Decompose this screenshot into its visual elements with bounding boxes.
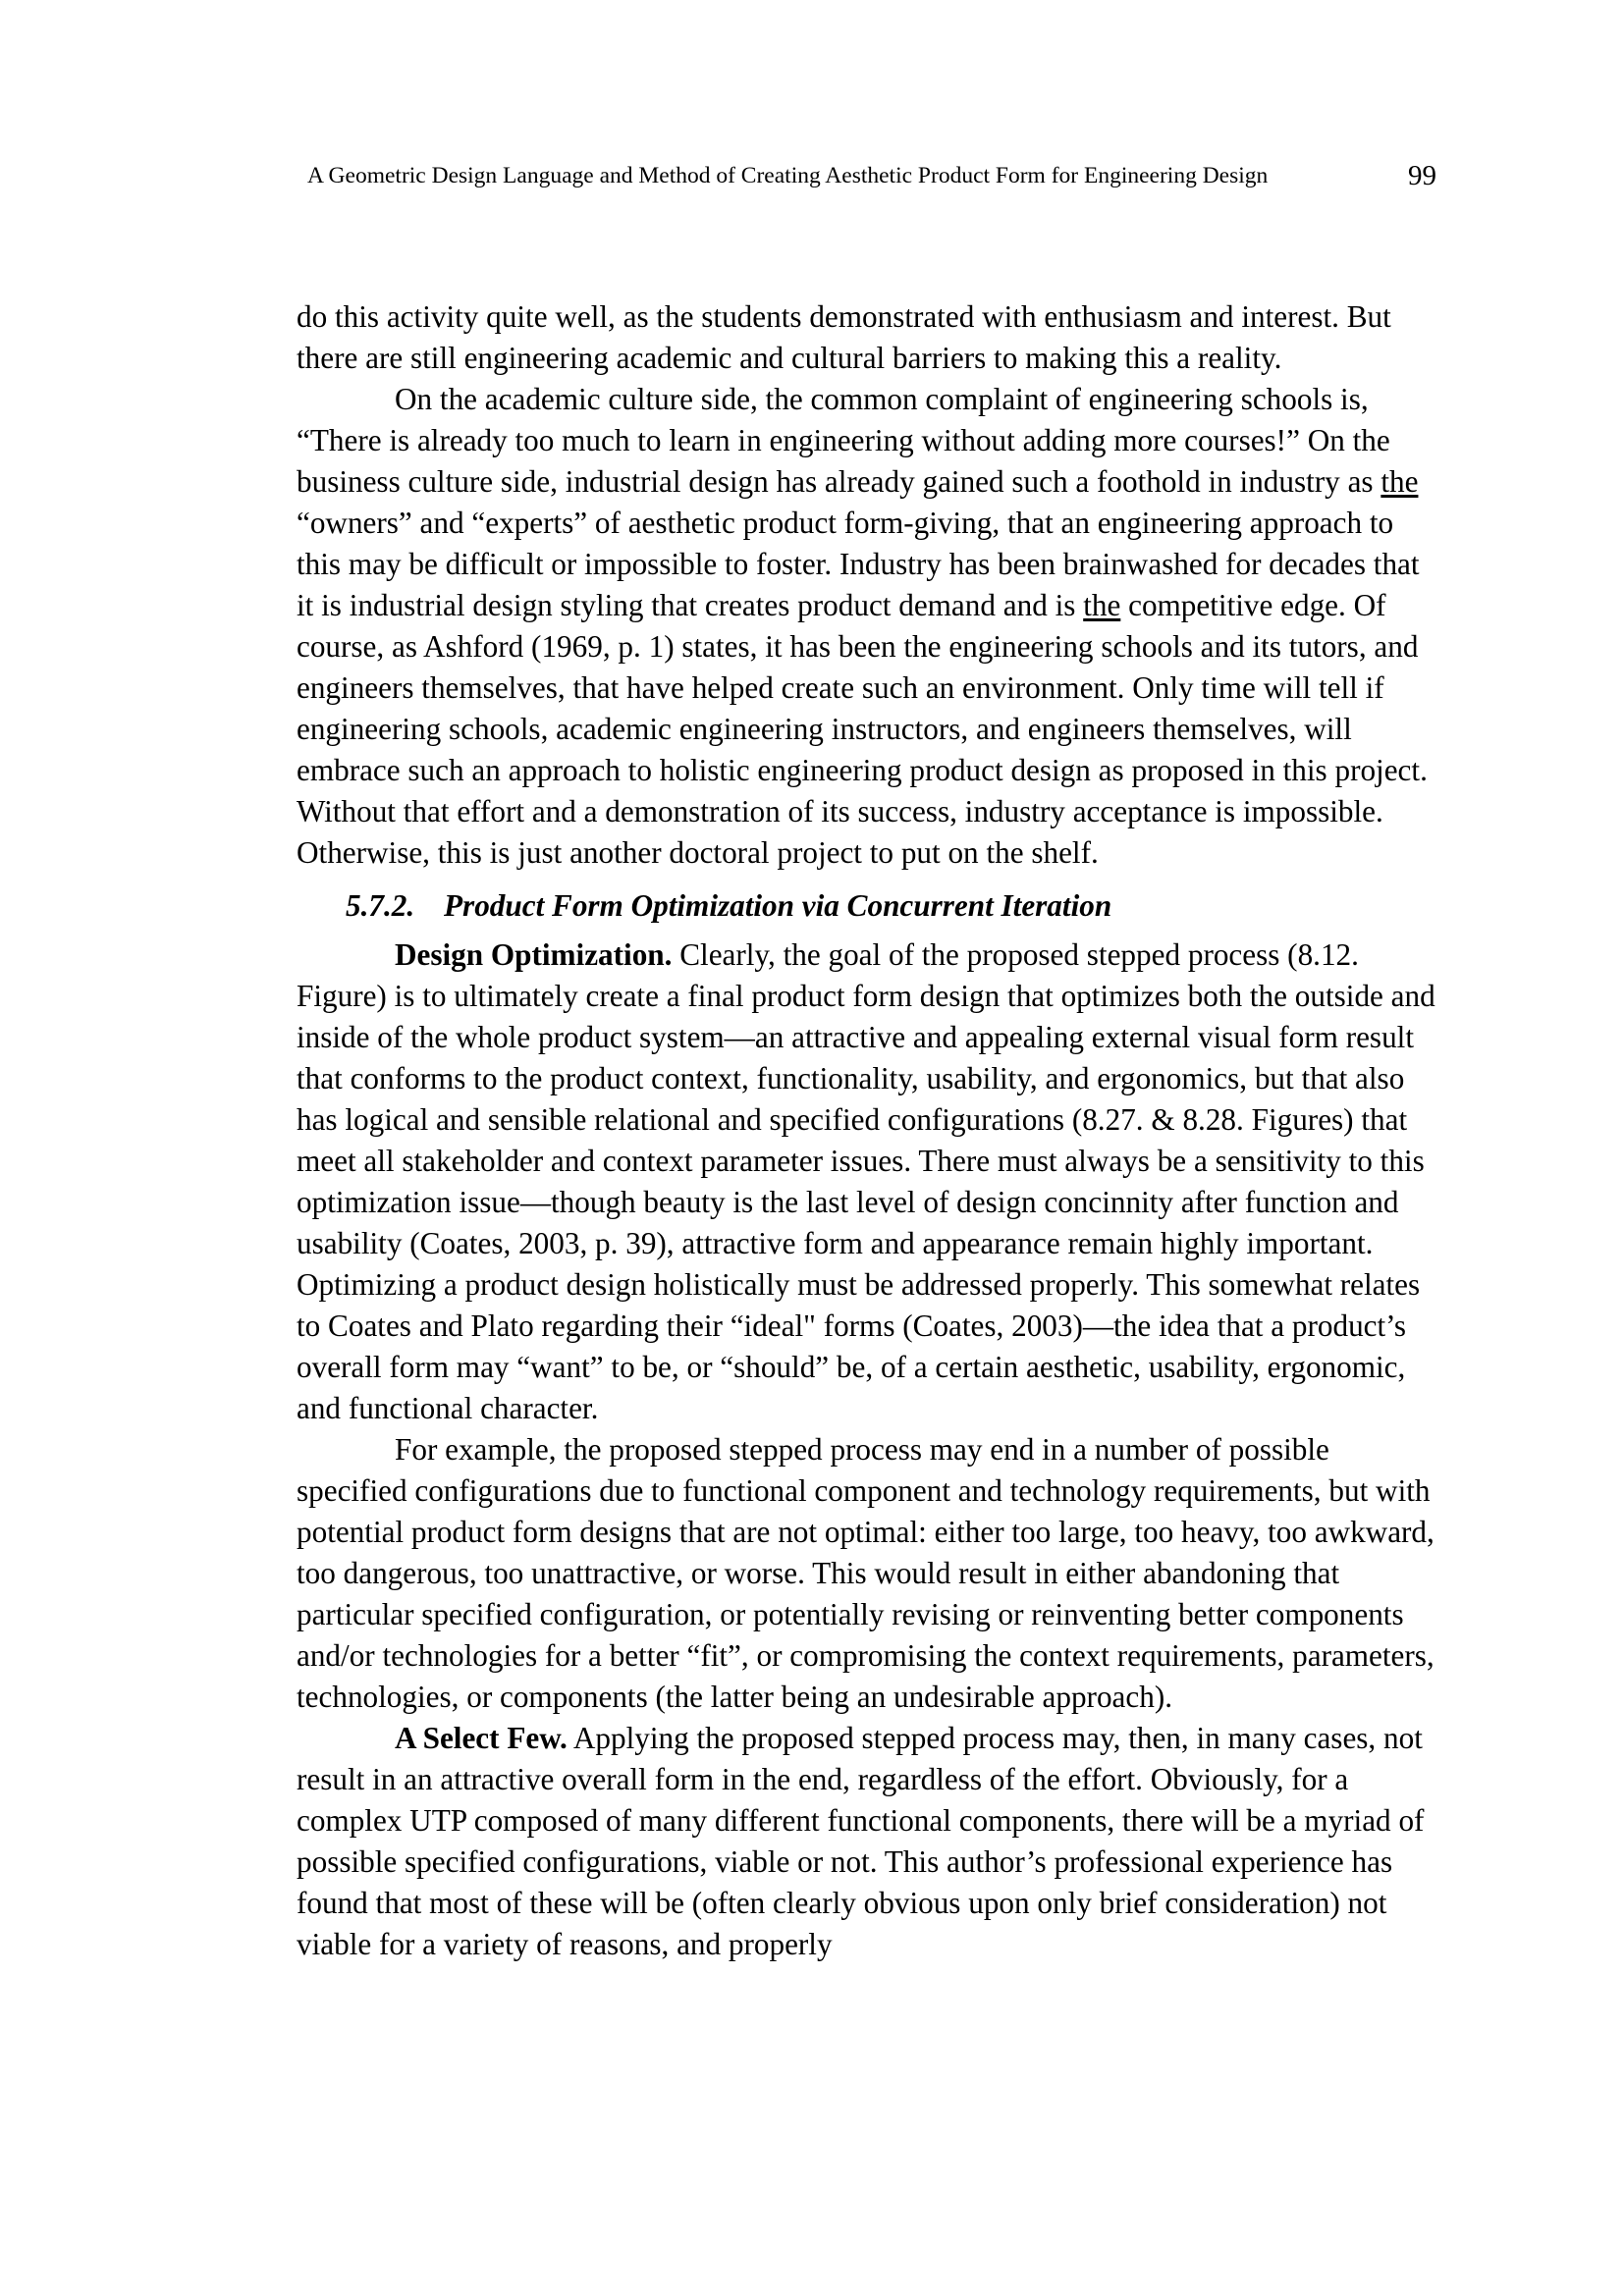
paragraph-example: For example, the proposed stepped process may end in a number of possible specified configurations due to functional component and technology requirements, but with potential product form designs that are not optimal: either too large, too heavy, too awkward, too dangerous, too unattractive, or worse. This would result in either abandoning that particular specified configuration, or potentially revising or reinventing better components and/or technologies for a better “fit”, or compromising the context requirements, parameters, technologies, or components (the latter being an undesirable approach). xyxy=(297,1432,1435,1714)
text-run: On the academic culture side, the common complaint of engineering schools is, “There is already too much to learn in engineering without adding more courses!” On the business culture side, industrial design has already gained such a foothold in industry as xyxy=(297,382,1390,499)
section-number: 5.7.2. xyxy=(346,888,415,923)
run-in-heading: A Select Few. xyxy=(395,1721,568,1755)
run-in-heading: Design Optimization. xyxy=(395,937,673,972)
page-number: 99 xyxy=(1408,160,1436,191)
text-run: “owners” and “experts” of aesthetic product form-giving, that an engineering approach to this may be difficult or impossible to foster. Industry has been brainwashed for decades that it is industrial design styling that creates product demand and is xyxy=(297,506,1420,622)
underlined-word: the xyxy=(1083,588,1121,622)
paragraph-academic-culture xyxy=(297,379,1440,874)
text-run: competitive edge. Of course, as Ashford (1969, p. 1) states, it has been the engineering schools and its tutors, and engineers themselves, that have helped create such an environment. Only time will tell if engineering schools, academic engineering instructors, and engineers themselves, will embrace such an approach to holistic engineering product design as proposed in this project. Without that effort and a demonstration of its success, industry acceptance is impossible. Otherwise, this is just another doctoral project to put on the shelf. xyxy=(297,588,1428,870)
section-heading xyxy=(346,885,1440,927)
text-run: Clearly, the goal of the proposed stepped process (8.12. Figure) is to ultimately create a final product form design that optimizes both the outside and inside of the whole product system—an attractive and appealing external visual form result that conforms to the product context, functionality, usability, and ergonomics, but that also has logical and sensible relational and specified configurations (8.27. & 8.28. Figures) that meet all stakeholder and context parameter issues. There must always be a sensitivity to this optimization issue—though beauty is the last level of design concinnity after function and usability (Coates, 2003, p. 39), attractive form and appearance remain highly important. Optimizing a product design holistically must be addressed properly. This somewhat relates to Coates and Plato regarding their “ideal" forms (Coates, 2003)—the idea that a product’s overall form may “want” to be, or “should” be, of a certain aesthetic, usability, ergonomic, and functional character. xyxy=(297,937,1435,1425)
running-header xyxy=(307,159,1436,192)
text-run: Applying the proposed stepped process may, then, in many cases, not result in an attractive overall form in the end, regardless of the effort. Obviously, for a complex UTP composed of many different functional components, there will be a myriad of possible specified configurations, viable or not. This author’s professional experience has found that most of these will be (often clearly obvious upon only brief consideration) not viable for a variety of reasons, and properly xyxy=(297,1721,1425,1961)
paragraph-select-few xyxy=(297,1718,1440,1965)
paragraph-design-optimization xyxy=(297,934,1440,1429)
running-header-title: A Geometric Design Language and Method of Creating Aesthetic Product Form for Engineering Design xyxy=(307,163,1269,188)
body-text xyxy=(297,296,1440,1965)
paragraph-continuation: do this activity quite well, as the students demonstrated with enthusiasm and interest. But there are still engineering academic and cultural barriers to making this a reality. xyxy=(297,299,1391,375)
underlined-word: the xyxy=(1380,464,1419,499)
section-title: Product Form Optimization via Concurrent Iteration xyxy=(444,888,1112,923)
